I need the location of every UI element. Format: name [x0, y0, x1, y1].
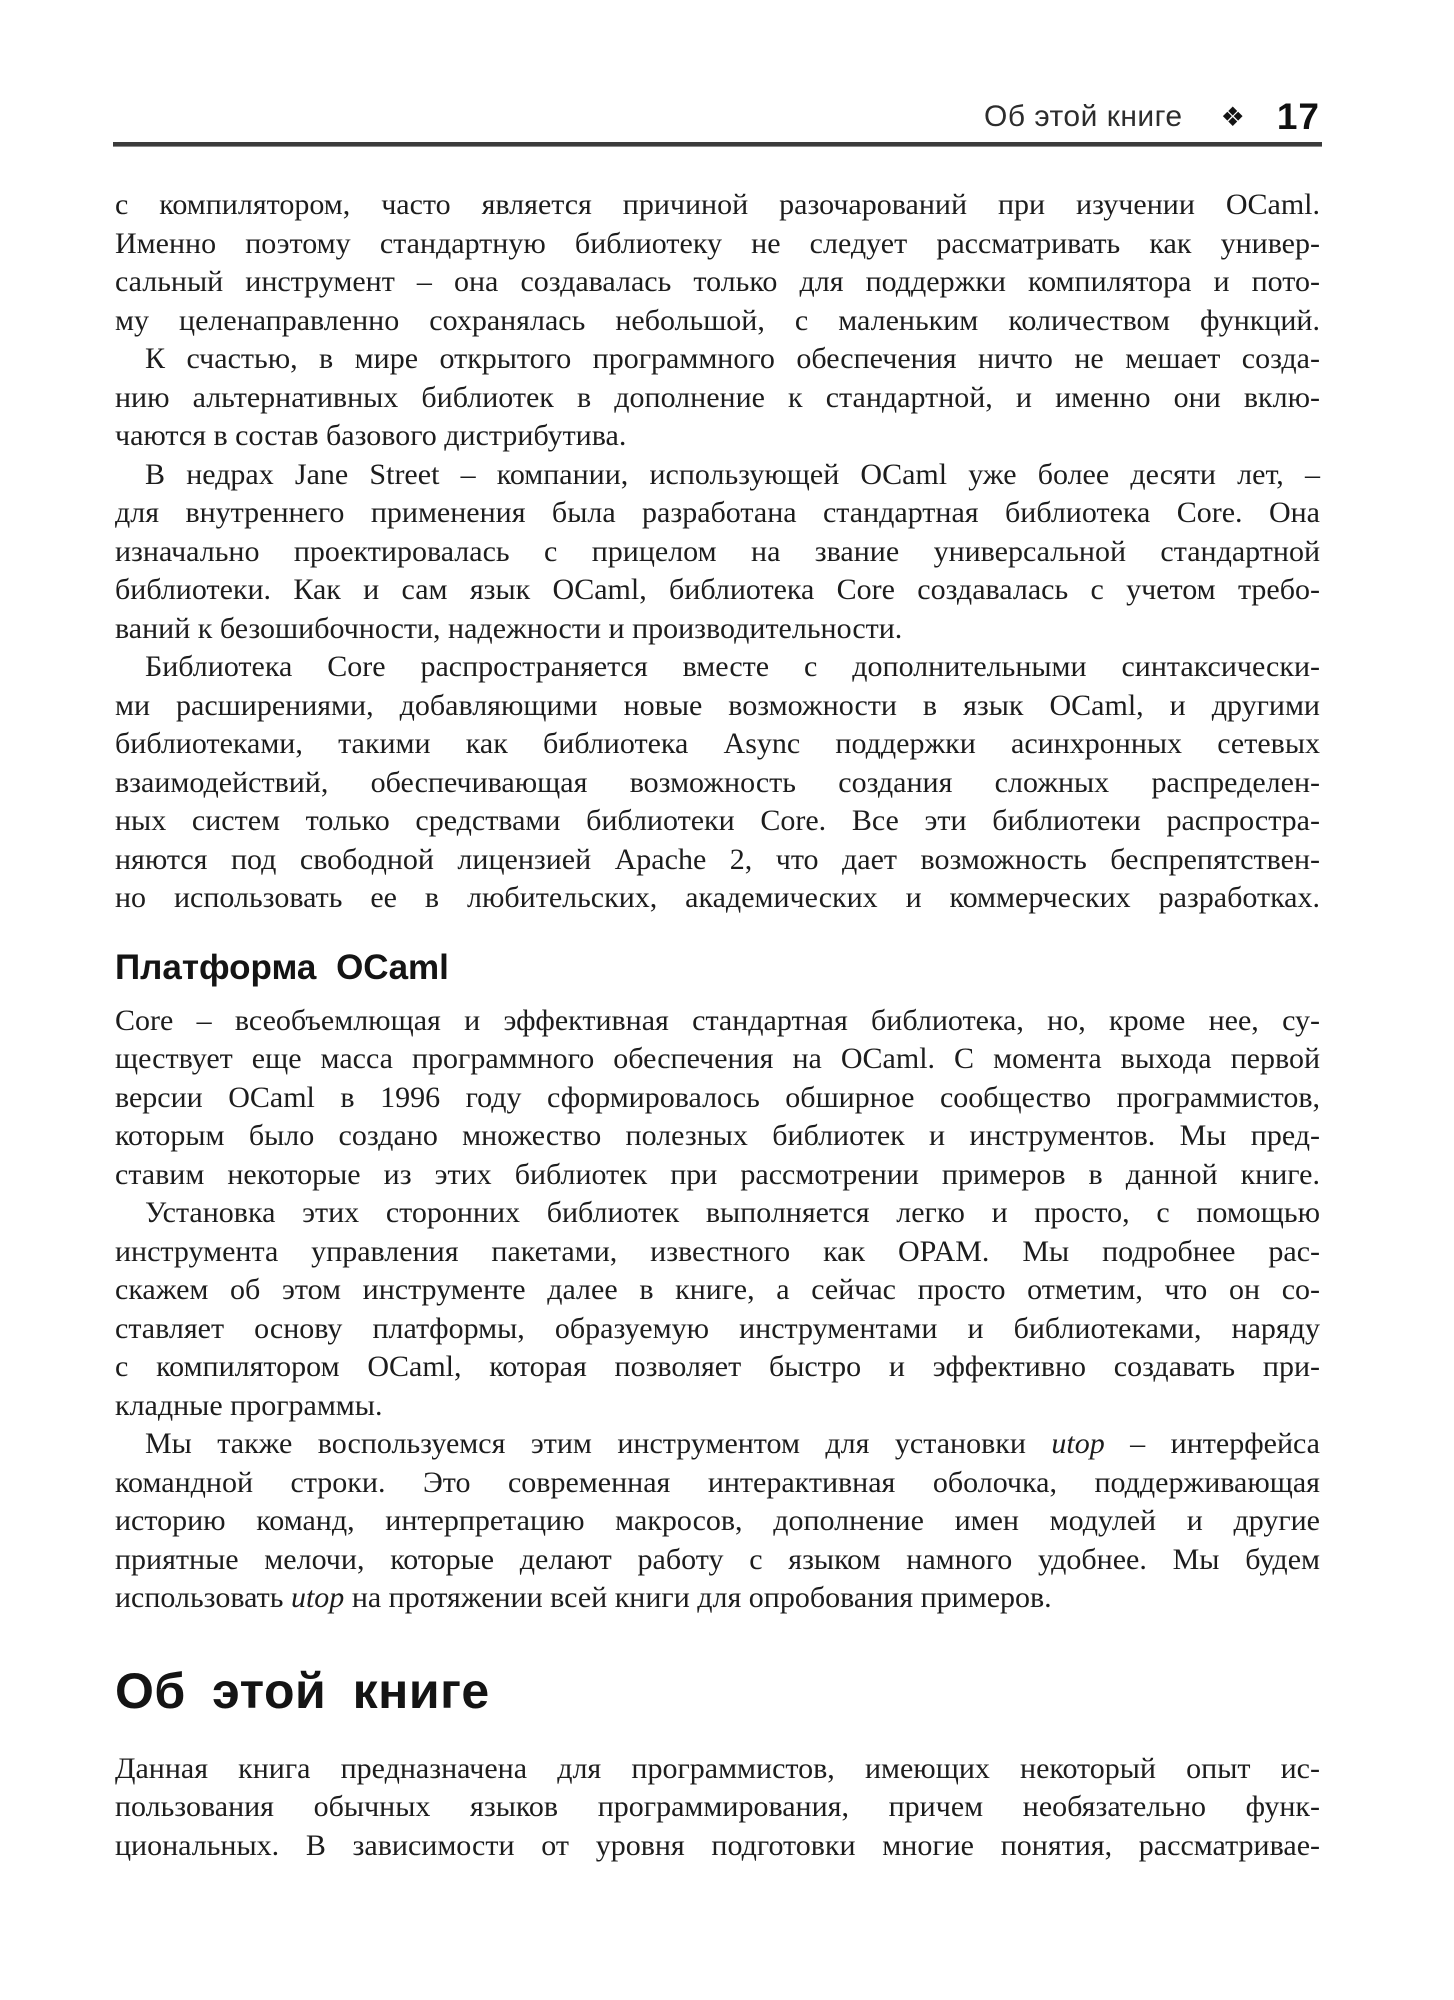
text-line: пользования обычных языков программирования, причем необязательно функ-	[115, 1790, 1320, 1823]
page-header	[115, 96, 1320, 138]
page-number: 17	[1276, 96, 1320, 137]
text-line: которым было создано множество полезных библиотек и инструментов. Мы пред-	[115, 1119, 1320, 1152]
text-line: инструмента управления пакетами, известного как OPAM. Мы подробнее рас-	[115, 1234, 1320, 1268]
paragraph	[115, 1750, 1320, 1866]
paragraph	[115, 1002, 1320, 1195]
text-line: Именно поэтому стандартную библиотеку не следует рассматривать как универ-	[115, 226, 1320, 260]
paragraph	[115, 456, 1320, 649]
text-line: ществует еще масса программного обеспечения на OCaml. С момента выхода первой	[115, 1042, 1320, 1075]
paragraph	[115, 340, 1320, 456]
text-line: но использовать ее в любительских, академических и коммерческих разработках.	[115, 881, 1320, 914]
text-line: Данная книга предназначена для программистов, имеющих некоторый опыт ис-	[115, 1751, 1320, 1785]
page-content	[115, 186, 1320, 1865]
text-line: кладные программы.	[115, 1388, 383, 1422]
text-line: нию альтернативных библиотек в дополнение к стандартной, и именно они вклю-	[115, 380, 1320, 414]
text-line: ставляет основу платформы, образуемую инструментами и библиотеками, наряду	[115, 1311, 1320, 1345]
text-line: изначально проектировалась с прицелом на звание универсальной стандартной	[115, 534, 1320, 568]
chapter-heading-about-this-book: Об этой книге	[115, 1662, 490, 1719]
text-line: В недрах Jane Street – компании, использующей OCaml уже более десяти лет, –	[145, 457, 1320, 491]
text-line: му целенаправленно сохранялась небольшой, с маленьким количеством функций.	[115, 303, 1320, 337]
text-line: ных систем только средствами библиотеки Core. Все эти библиотеки распростра-	[115, 804, 1320, 837]
text-line: использовать utop на протяжении всей книги для опробования примеров.	[115, 1581, 1052, 1614]
text-line: скажем об этом инструменте далее в книге, а сейчас просто отметим, что он со-	[115, 1273, 1320, 1306]
text-line: Установка этих сторонних библиотек выполняется легко и просто, с помощью	[145, 1196, 1320, 1229]
text-line: циональных. В зависимости от уровня подготовки многие понятия, рассматривае-	[115, 1828, 1320, 1862]
header-rule	[113, 142, 1322, 147]
text-line: Core – всеобъемлющая и эффективная стандартная библиотека, но, кроме нее, су-	[115, 1003, 1320, 1037]
text-line: командной строки. Это современная интерактивная оболочка, поддерживающая	[115, 1465, 1320, 1499]
text-line: сальный инструмент – она создавалась только для поддержки компилятора и пото-	[115, 265, 1320, 298]
diamond-ornament-icon: ❖	[1220, 101, 1245, 132]
text-line: ставим некоторые из этих библиотек при рассмотрении примеров в данной книге.	[115, 1157, 1320, 1191]
text-line: ми расширениями, добавляющими новые возможности в язык OCaml, и другими	[115, 688, 1320, 722]
text-line: с компилятором OCaml, которая позволяет быстро и эффективно создавать при-	[115, 1350, 1320, 1383]
text-line: библиотеками, такими как библиотека Async поддержки асинхронных сетевых	[115, 727, 1320, 760]
text-line: взаимодействий, обеспечивающая возможность создания сложных распределен-	[115, 765, 1320, 799]
running-title: Об этой книге	[984, 100, 1183, 133]
text-line: К счастью, в мире открытого программного обеспечения ничто не мешает созда-	[145, 342, 1320, 375]
paragraph	[115, 1425, 1320, 1618]
text-line: ваний к безошибочности, надежности и производительности.	[115, 611, 903, 645]
paragraph	[115, 186, 1320, 340]
text-line: чаются в состав базового дистрибутива.	[115, 419, 627, 452]
text-line: для внутреннего применения была разработана стандартная библиотека Core. Она	[115, 496, 1320, 529]
text-line: Библиотека Core распространяется вместе с дополнительными синтаксически-	[145, 650, 1320, 683]
text-line: Мы также воспользуемся этим инструментом для установки utop – интерфейса	[145, 1427, 1320, 1460]
text-line: приятные мелочи, которые делают работу с языком намного удобнее. Мы будем	[115, 1542, 1320, 1576]
text-line: с компилятором, часто является причиной разочарований при изучении OCaml.	[115, 188, 1320, 221]
paragraph	[115, 1194, 1320, 1425]
text-line: историю команд, интерпретацию макросов, дополнение имен модулей и другие	[115, 1504, 1320, 1537]
section-heading-platform-ocaml: Платформа OCaml	[115, 947, 449, 987]
text-line: библиотеки. Как и сам язык OCaml, библиотека Core создавалась с учетом требо-	[115, 573, 1320, 606]
paragraph	[115, 648, 1320, 918]
text-line: няются под свободной лицензией Apache 2, что дает возможность беспрепятствен-	[115, 842, 1320, 876]
text-line: версии OCaml в 1996 году сформировалось обширное сообщество программистов,	[115, 1080, 1320, 1114]
